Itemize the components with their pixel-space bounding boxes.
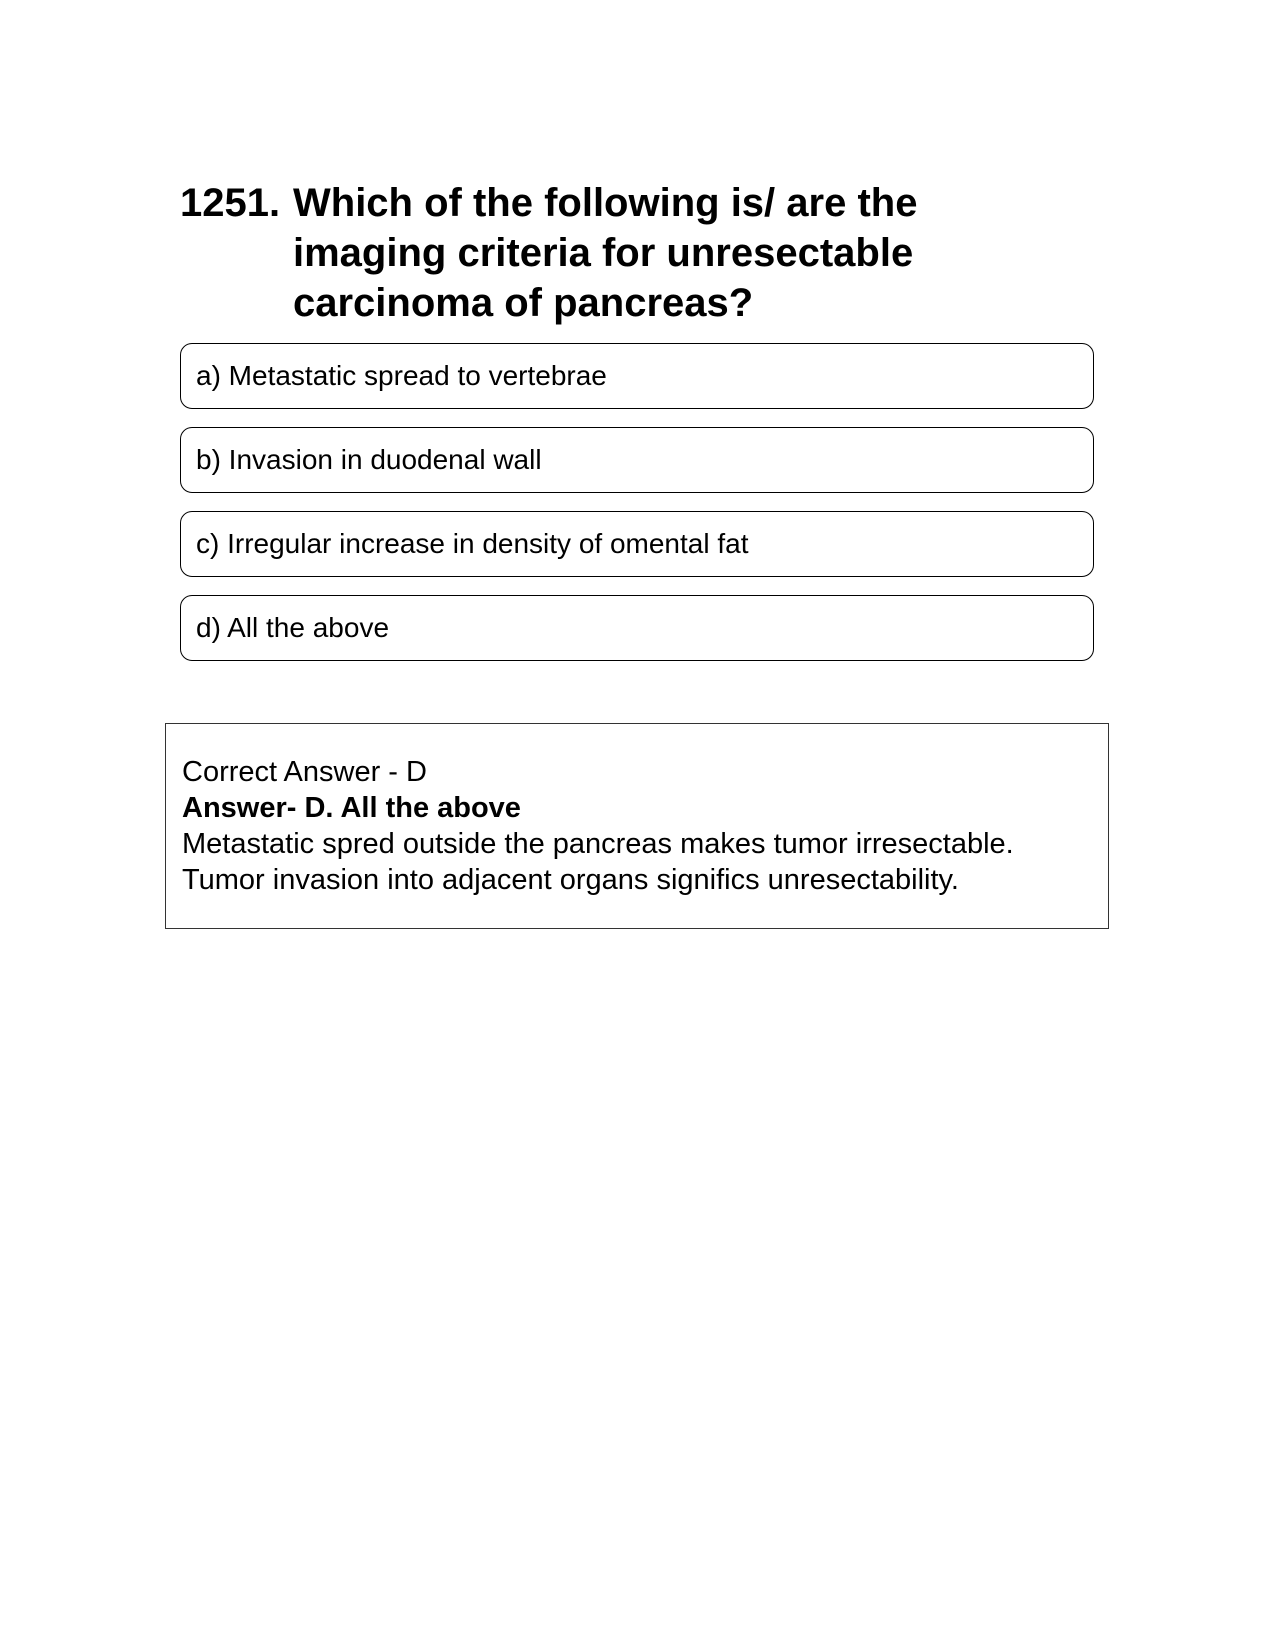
answer-box <box>165 723 1109 929</box>
option-b[interactable]: b) Invasion in duodenal wall <box>180 427 1094 493</box>
explanation-line: Tumor invasion into adjacent organs significs unresectability. <box>182 864 959 896</box>
answer-heading: Answer- D. All the above <box>182 792 521 824</box>
question-number: 1251. <box>180 181 281 225</box>
question-text: Which of the following is/ are the imaging criteria for unresectable carcinoma of pancreas? <box>293 181 918 325</box>
correct-answer: Correct Answer - D <box>182 756 427 788</box>
question <box>180 178 1000 328</box>
option-d[interactable]: d) All the above <box>180 595 1094 661</box>
option-a[interactable]: a) Metastatic spread to vertebrae <box>180 343 1094 409</box>
explanation-line: Metastatic spred outside the pancreas makes tumor irresectable. <box>182 828 1014 860</box>
option-c[interactable]: c) Irregular increase in density of omental fat <box>180 511 1094 577</box>
